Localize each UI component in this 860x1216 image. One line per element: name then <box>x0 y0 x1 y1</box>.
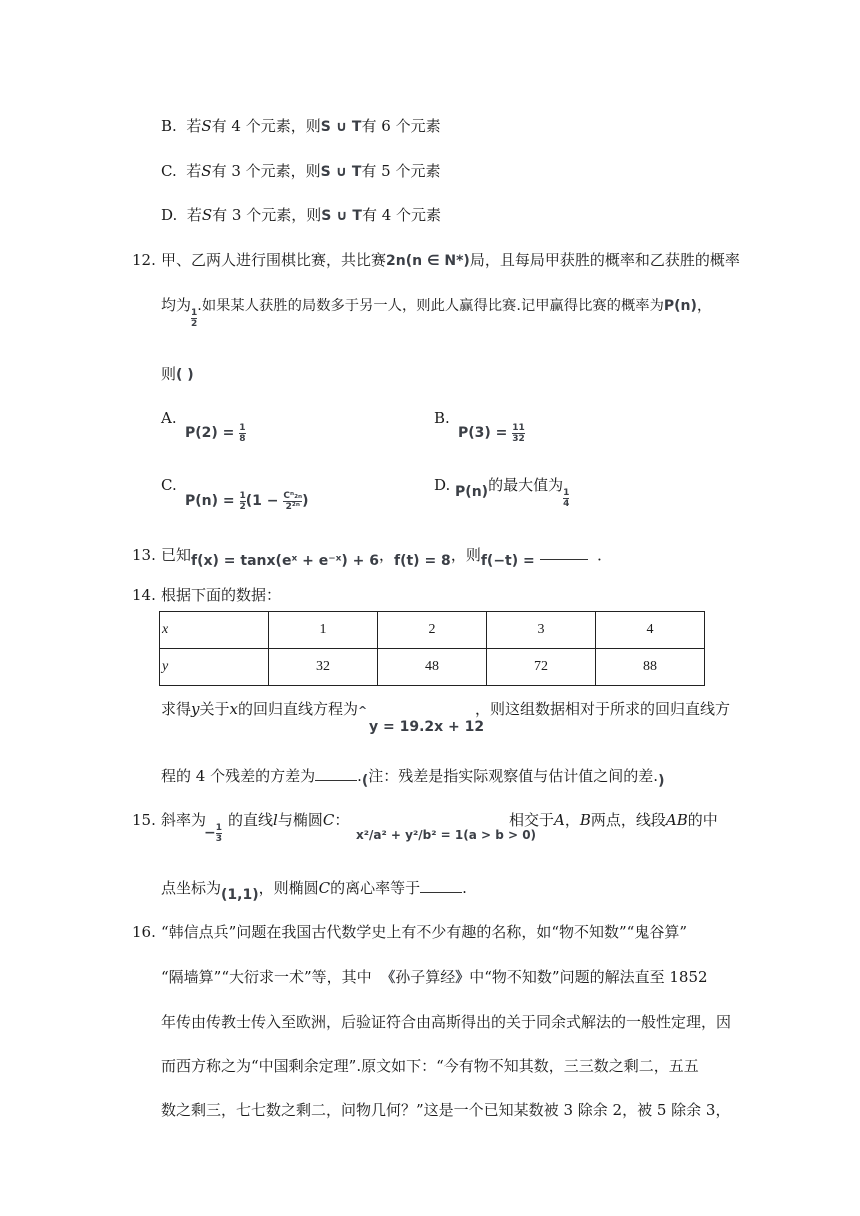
regression-equation: y = 19.2x + 12 <box>369 719 485 735</box>
function-definition: f(x) = tanx(eˣ + e⁻ˣ) + 6 <box>191 553 379 569</box>
q15-line-1-b: 的直线l与椭圆C： <box>228 811 350 829</box>
q16-line-1: “韩信点兵”问题在我国古代数学史上有不少有趣的名称，如“物不知数”“鬼谷算” <box>161 923 688 941</box>
table-cell: 1 <box>269 612 378 649</box>
q15-line-2: 点坐标为(1,1)，则椭圆C的离心率等于 . <box>161 879 467 903</box>
union-expression: S ∪ T <box>321 208 362 224</box>
q11-option-c: C. 若S有 3 个元素，则S ∪ T有 5 个元素 <box>161 162 441 180</box>
table-cell: y <box>160 649 269 686</box>
table-cell: x <box>160 612 269 649</box>
q12-option-a-math: $P(2) = \frac{1}{8}$ <box>185 422 246 444</box>
q16-line-5: 数之剩三，七七数之剩二，问物几何？”这是一个已知某数被 3 除余 2，被 5 除余 3， <box>161 1101 731 1119</box>
q12-option-a: A. <box>161 409 177 427</box>
table-cell: 4 <box>596 612 705 649</box>
q15-line-1-a: 斜率为 <box>161 811 207 829</box>
q12-line-2: 均为$\frac{1}{2}$ .如果某人获胜的局数多于另一人，则此人赢得比赛.记甲赢得比赛的概率为P(n)， <box>161 296 712 329</box>
q15-number: 15. <box>132 811 156 829</box>
midpoint-coordinates: (1,1) <box>221 887 259 903</box>
q16-number: 16. <box>132 923 156 941</box>
table-cell: 32 <box>269 649 378 686</box>
data-table <box>159 611 705 686</box>
q13-number: 13. <box>132 546 156 564</box>
q12-line-3: 则( ) <box>161 365 194 383</box>
answer-parentheses: ( ) <box>176 367 194 383</box>
q12-option-b: B. <box>434 409 450 427</box>
slope-fraction: $-\frac{1}{3}$ <box>204 822 222 844</box>
q12-line-1: 甲、乙两人进行围棋比赛，共比赛2n(n ∈ N*)局，且每局甲获胜的概率和乙获胜的概率 <box>161 251 740 269</box>
union-expression: S ∪ T <box>320 119 362 135</box>
table-row <box>160 649 705 686</box>
q14-intro: 根据下面的数据： <box>161 586 282 604</box>
answer-blank <box>540 545 588 560</box>
table-cell: 72 <box>487 649 596 686</box>
q11-option-b: B. 若S有 4 个元素，则S ∪ T有 6 个元素 <box>161 117 441 135</box>
function-value: f(t) = 8 <box>394 553 451 569</box>
ellipse-equation: x²/a² + y²/b² = 1(a > b > 0) <box>356 828 537 842</box>
q16-line-2: “隔墙算”“大衍求一术”等，其中 《孙子算经》中“物不知数”问题的解法直至 1852 <box>161 968 708 986</box>
table-cell: 2 <box>378 612 487 649</box>
table-cell: 48 <box>378 649 487 686</box>
q16-line-4: 而西方称之为“中国剩余定理”.原文如下：“今有物不知其数，三三数之剩二，五五 <box>161 1057 699 1075</box>
function-query: f(−t) = <box>480 553 535 569</box>
q16-line-3: 年传由传教士传入至欧洲，后验证符合由高斯得出的关于同余式解法的一般性定理，因 <box>161 1013 732 1031</box>
probability-expression: P(n) <box>663 298 697 314</box>
q14-line-1-end: ，则这组数据相对于所求的回归直线方 <box>475 700 731 718</box>
table-row <box>160 612 705 649</box>
table-cell: 88 <box>596 649 705 686</box>
union-expression: S ∪ T <box>320 164 362 180</box>
answer-blank <box>315 766 357 781</box>
q12-option-b-math: $P(3) = \frac{11}{32}$ <box>458 422 525 444</box>
q12-games-expression: 2n(n ∈ N*) <box>386 253 470 269</box>
q12-option-d: D. P(n)的最大值为$\frac{1}{4}$ <box>434 476 570 509</box>
q12-number: 12. <box>132 251 156 269</box>
q13-line: 已知f(x) = tanx(eˣ + e⁻ˣ) + 6，f(t) = 8，则f(−t) = ． <box>161 546 613 569</box>
half-fraction: $\frac{1}{2}$ <box>191 307 198 329</box>
q14-line-1: 求得y关于x的回归直线方程为^ <box>161 700 368 718</box>
q15-line-1-c: 相交于A，B两点，线段AB的中 <box>509 811 718 829</box>
q12-option-c: C. <box>161 476 177 494</box>
q14-line-2: 程的 4 个残差的方差为 .(注：残差是指实际观察值与估计值之间的差.) <box>161 767 665 789</box>
q12-option-c-math: $P(n) = \frac{1}{2}$ ($1 - \frac{\text{Cⁿ₂ₙ}}{\text{2²ⁿ}}$ ) <box>185 490 309 512</box>
q11-option-d: D. 若S有 3 个元素，则S ∪ T有 4 个元素 <box>161 206 442 224</box>
q14-number: 14. <box>132 586 156 604</box>
table-cell: 3 <box>487 612 596 649</box>
answer-blank <box>420 878 462 893</box>
